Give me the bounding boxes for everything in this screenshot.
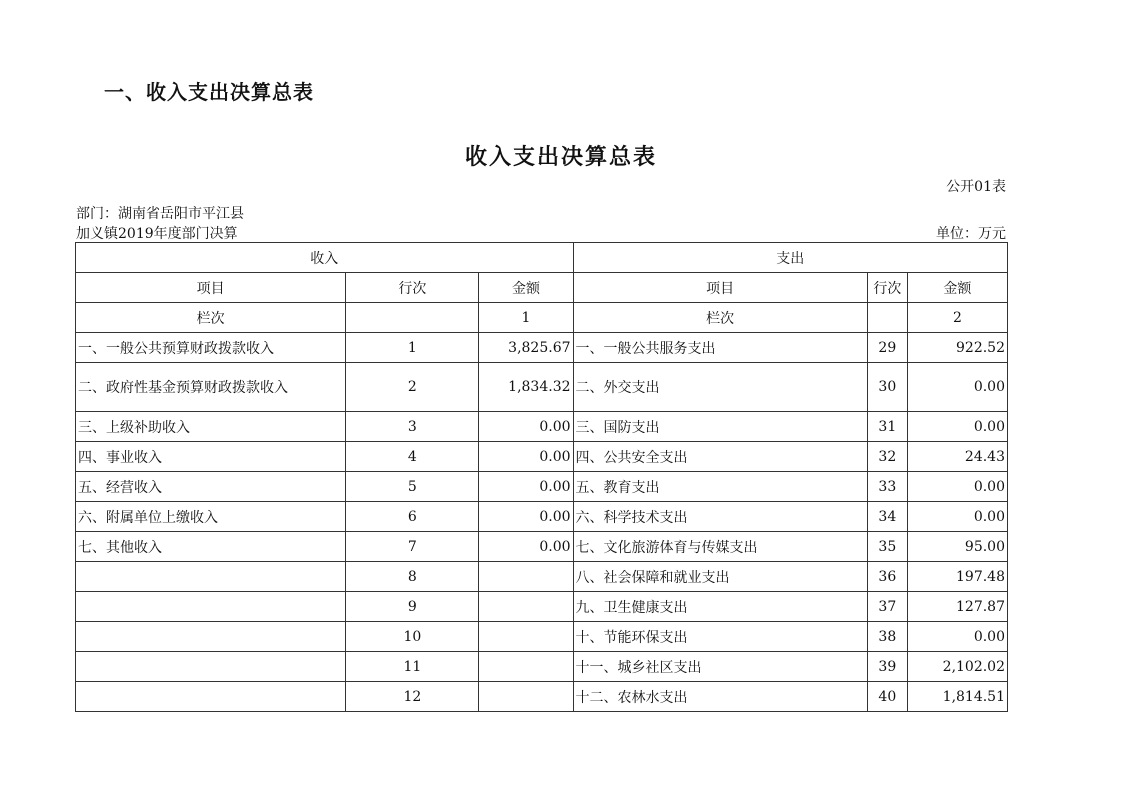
expense-item-cell: 一、一般公共服务支出 (573, 333, 867, 363)
income-amount-cell: 0.00 (479, 412, 573, 442)
column-number-right: 2 (907, 303, 1007, 333)
income-amount-cell (479, 592, 573, 622)
table-row (76, 442, 1008, 472)
income-item-cell: 四、事业收入 (76, 442, 346, 472)
income-row-no-header: 行次 (346, 273, 479, 303)
income-row-no-cell: 2 (346, 363, 479, 412)
expense-row-no-cell: 29 (867, 333, 907, 363)
income-row-no-cell: 1 (346, 333, 479, 363)
expense-row-no-cell: 31 (867, 412, 907, 442)
income-item-cell: 一、一般公共预算财政拨款收入 (76, 333, 346, 363)
expense-row-no-cell: 35 (867, 532, 907, 562)
table-row (76, 502, 1008, 532)
table-row (76, 363, 1008, 412)
income-header: 收入 (76, 243, 574, 273)
table-row (76, 412, 1008, 442)
income-item-cell (76, 652, 346, 682)
expense-amount-cell: 0.00 (907, 502, 1007, 532)
income-row-no-cell: 7 (346, 532, 479, 562)
income-amount-cell: 0.00 (479, 442, 573, 472)
table-row (76, 622, 1008, 652)
expense-item-cell: 五、教育支出 (573, 472, 867, 502)
column-blank-left (346, 303, 479, 333)
income-row-no-cell: 6 (346, 502, 479, 532)
income-row-no-cell: 9 (346, 592, 479, 622)
table-row (76, 333, 1008, 363)
income-row-no-cell: 4 (346, 442, 479, 472)
income-amount-cell: 0.00 (479, 472, 573, 502)
expense-item-cell: 十一、城乡社区支出 (573, 652, 867, 682)
table-body (76, 243, 1008, 712)
document-title: 收入支出决算总表 (464, 145, 657, 170)
income-amount-cell: 0.00 (479, 532, 573, 562)
expense-amount-cell: 95.00 (907, 532, 1007, 562)
expense-row-no-cell: 37 (867, 592, 907, 622)
expense-amount-cell: 0.00 (907, 412, 1007, 442)
income-row-no-cell: 10 (346, 622, 479, 652)
expense-item-cell: 九、卫生健康支出 (573, 592, 867, 622)
table-row (76, 532, 1008, 562)
expense-amount-cell: 1,814.51 (907, 682, 1007, 712)
expense-header: 支出 (573, 243, 1007, 273)
income-amount-header: 金额 (479, 273, 573, 303)
expense-row-no-cell: 30 (867, 363, 907, 412)
expense-item-cell: 十二、农林水支出 (573, 682, 867, 712)
income-item-cell (76, 592, 346, 622)
income-amount-cell: 1,834.32 (479, 363, 573, 412)
column-number-left: 1 (479, 303, 573, 333)
expense-amount-cell: 2,102.02 (907, 652, 1007, 682)
expense-amount-header: 金额 (907, 273, 1007, 303)
income-amount-cell: 3,825.67 (479, 333, 573, 363)
expense-amount-cell: 127.87 (907, 592, 1007, 622)
income-item-cell: 五、经营收入 (76, 472, 346, 502)
income-expense-table (75, 242, 1008, 712)
expense-item-cell: 六、科学技术支出 (573, 502, 867, 532)
table-row (76, 652, 1008, 682)
income-item-cell: 三、上级补助收入 (76, 412, 346, 442)
expense-row-no-cell: 34 (867, 502, 907, 532)
section-heading: 一、收入支出决算总表 (104, 80, 314, 104)
income-row-no-cell: 5 (346, 472, 479, 502)
income-amount-cell (479, 562, 573, 592)
column-header-row (76, 273, 1008, 303)
income-item-cell (76, 682, 346, 712)
income-item-cell (76, 562, 346, 592)
income-amount-cell: 0.00 (479, 502, 573, 532)
expense-item-cell: 三、国防支出 (573, 412, 867, 442)
expense-row-no-header: 行次 (867, 273, 907, 303)
column-blank-right (867, 303, 907, 333)
income-item-cell: 二、政府性基金预算财政拨款收入 (76, 363, 346, 412)
expense-item-cell: 七、文化旅游体育与传媒支出 (573, 532, 867, 562)
group-header-row (76, 243, 1008, 273)
expense-amount-cell: 197.48 (907, 562, 1007, 592)
income-amount-cell (479, 652, 573, 682)
table-row (76, 562, 1008, 592)
table-row (76, 682, 1008, 712)
expense-item-header: 项目 (573, 273, 867, 303)
expense-item-cell: 八、社会保障和就业支出 (573, 562, 867, 592)
income-amount-cell (479, 682, 573, 712)
expense-item-cell: 二、外交支出 (573, 363, 867, 412)
department-line-2: 加义镇2019年度部门决算 (76, 226, 238, 242)
income-item-cell: 六、附属单位上缴收入 (76, 502, 346, 532)
income-item-cell (76, 622, 346, 652)
income-item-cell: 七、其他收入 (76, 532, 346, 562)
form-number: 公开01表 (946, 179, 1006, 195)
column-label-right: 栏次 (573, 303, 867, 333)
expense-amount-cell: 922.52 (907, 333, 1007, 363)
expense-item-cell: 四、公共安全支出 (573, 442, 867, 472)
table-row (76, 472, 1008, 502)
table-row (76, 592, 1008, 622)
expense-amount-cell: 0.00 (907, 472, 1007, 502)
column-label-left: 栏次 (76, 303, 346, 333)
expense-row-no-cell: 38 (867, 622, 907, 652)
income-row-no-cell: 11 (346, 652, 479, 682)
income-row-no-cell: 8 (346, 562, 479, 592)
expense-amount-cell: 0.00 (907, 363, 1007, 412)
expense-row-no-cell: 33 (867, 472, 907, 502)
column-number-row (76, 303, 1008, 333)
income-row-no-cell: 3 (346, 412, 479, 442)
income-amount-cell (479, 622, 573, 652)
expense-amount-cell: 0.00 (907, 622, 1007, 652)
expense-item-cell: 十、节能环保支出 (573, 622, 867, 652)
expense-row-no-cell: 40 (867, 682, 907, 712)
expense-row-no-cell: 32 (867, 442, 907, 472)
income-row-no-cell: 12 (346, 682, 479, 712)
expense-row-no-cell: 36 (867, 562, 907, 592)
expense-row-no-cell: 39 (867, 652, 907, 682)
department-line-1: 部门：湖南省岳阳市平江县 (76, 206, 244, 222)
unit-label: 单位：万元 (936, 226, 1006, 242)
income-item-header: 项目 (76, 273, 346, 303)
expense-amount-cell: 24.43 (907, 442, 1007, 472)
